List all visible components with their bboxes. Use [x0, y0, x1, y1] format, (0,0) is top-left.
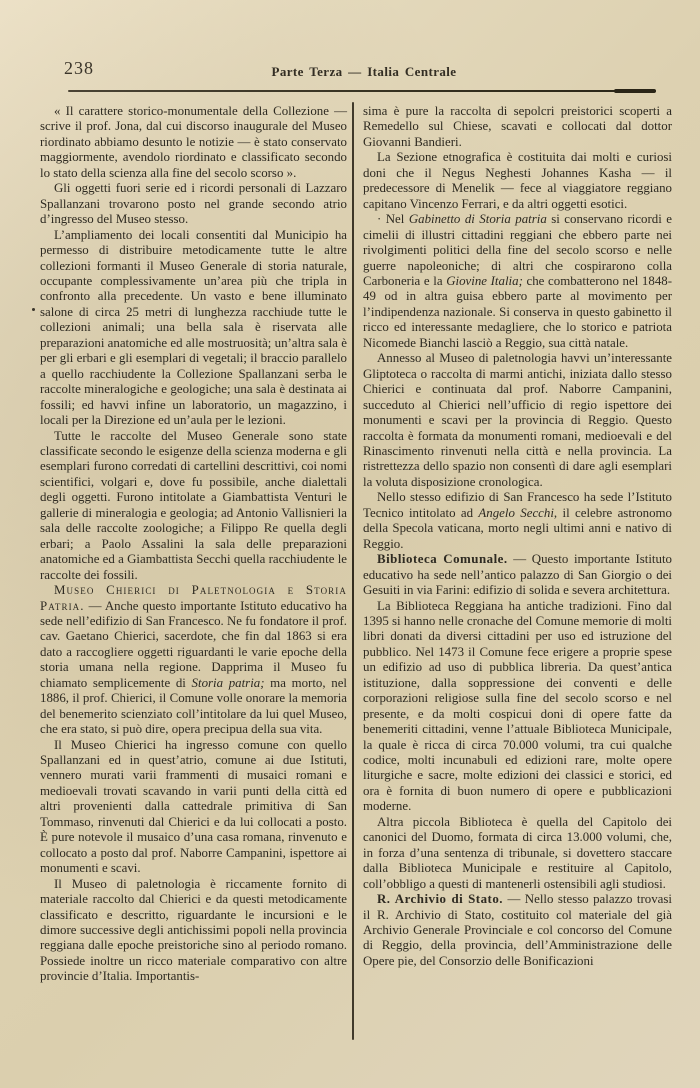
paragraph — [363, 552, 672, 598]
italic-phrase: Storia patria; — [191, 675, 265, 690]
text-segment: La Sezione etnografica è costituita dai molti e curiosi doni che il Negus Neghesti Johannes Kasha — il predecessore di Menelik — fece al viaggiatore reggiano capitano Vincenzo Ferrari, e da altri oggetti esotici. — [363, 150, 672, 211]
text-segment: Annesso al Museo di paletnologia havvi un’interessante Gliptoteca o raccolta di marmi antichi, iniziata dallo stesso Chierici e continuata dal prof. Naborre Campanini, succeduto al Chierici nell’ufficio di regio ispettore dei monumenti e scavi per la provincia di Reggio. Questo raccolta è formata da monumenti romani, medioevali e del Rinascimento rinvenuti nella città e nella provincia. La ristrettezza dello spazio non consentì di dare agli esemplari la voluta disposizione cronologica. — [363, 351, 672, 489]
text-segment: — Anche questo importante Istituto educativo ha sede nell’edifizio di San Francesco. Ne fu fondatore il prof. cav. Gaetano Chierici, sacerdote, che fin dal 1863 si era dato a raccogliere oggetti riguardanti le varie epoche della storia umana nella regione. Dapprima il Museo fu chiamato semplicemente di — [40, 598, 347, 690]
text-segment: « Il carattere storico-monumentale della Collezione — scrive il prof. Jona, dal cui discorso inaugurale del Museo riordinato abbiamo desunto le notizie — è stato conservato maggiormente, avendolo riordinato e classificato secondo lo stato della scienza alla fine del secolo scorso ». — [40, 104, 347, 180]
paragraph — [40, 181, 347, 227]
text-segment: La Biblioteca Reggiana ha antiche tradizioni. Fino dal 1395 si hanno nelle cronache del Comune memorie di molti libri donati da diversi cittadini per uso ed istruzione del pubblico. Nel 1473 il Comune fece erigere a proprie spese un edifizio ad uso di pubblica libreria. Da quest’antica istituzione, dalla soppressione dei conventi e delle corporazioni religiose sulla fine del secolo scorso e nel presente, e da molti cospicui doni di opere fatte da benemeriti cittadini, venne l’attuale Biblioteca Municipale, la quale è ricca di circa 70.000 volumi, tra cui qualche codice, molti incunabuli ed edizioni rare, molte opere liturgiche e sacre, molte edizioni dei classici e storici, ed ora è fornita di buon numero di opere e pubblicazioni moderne. — [363, 598, 672, 814]
ink-speck — [32, 308, 35, 311]
column-divider-rule — [352, 102, 354, 1040]
text-segment: sima è pure la raccolta di sepolcri preistorici scoperti a Remedello sul Chiese, scavati e collocati dal dottor Giovanni Bandieri. — [363, 104, 672, 149]
paragraph — [40, 877, 347, 985]
text-segment: , il celebre astronomo della Specola vaticana, morto negli ultimi anni e nativo di Reggio. — [363, 505, 673, 551]
paragraph — [40, 583, 347, 738]
header-rule — [68, 90, 656, 92]
text-segment: — Questo importante Istituto educativo ha sede nell’antico palazzo di San Giorgio o dei Gesuiti in via Farini: edifizio di solida e severa architettura. — [363, 552, 672, 598]
running-title: Parte Terza — Italia Centrale — [271, 64, 457, 79]
text-segment: Nello stesso edifizio di San Francesco ha sede l’Istituto Tecnico intitolato ad — [363, 490, 672, 520]
text-column-right — [363, 104, 672, 969]
paragraph — [363, 490, 672, 552]
text-segment: Tutte le raccolte del Museo Generale sono state classificate secondo le esigenze della scienza moderna e gli esemplari furono corredati di cartellini descrittivi, coi nomi scientifici, volgari e, dove fu possibile, anche dialettali degli oggetti. Furono intitolate a Giambattista Venturi le gallerie di mineralogia e geologia; ad Antonio Vallisnieri la sala delle raccolte zoologiche; a Filippo Re quella degli erbari; a Paolo Assalini la sala delle preparazioni anatomiche ed a Giambattista Secchi quella racchiudente le raccolte dei fossili. — [40, 428, 347, 582]
bold-lead: R. Archivio di Stato. — [377, 892, 504, 907]
header-rule-ink-blob — [614, 89, 656, 93]
page-number: 238 — [64, 58, 94, 78]
paragraph — [363, 892, 672, 969]
paragraph — [40, 104, 347, 181]
bold-lead: Biblioteca Comunale. — [377, 552, 508, 567]
text-segment: Il Museo di paletnologia è riccamente fornito di materiale raccolto dal Chierici e da questi metodicamente classificato e descritto, riguardante le incursioni e le dimore successive degli antichissimi popoli nella provincia reggiana dalle epoche preistoriche sino al periodo romano. Possiede inoltre un ricco materiale comparativo con altre provincie d’Italia. Importantis- — [40, 876, 347, 984]
text-segment: si conservano ricordi e cimelii di illustri cittadini reggiani che ebbero parte nei rivolgimenti politici della fine del secolo scorso e nelle guerre napoleoniche; di altri che cospirarono colla Carboneria e la — [363, 212, 672, 288]
text-segment: — Nello stesso palazzo trovasi il R. Archivio di Stato, costituito col materiale del già Archivio Generale Provinciale e col concorso del Comune di Reggio, della provincia, dell’Amministrazione delle Opere pie, del Consorzio delle Bonificazioni — [363, 892, 672, 968]
section-heading: Museo Chierici di Paletnologia e Storia Patria. — [40, 583, 347, 613]
paragraph — [40, 228, 347, 429]
paragraph — [363, 150, 672, 212]
text-segment: Gli oggetti fuori serie ed i ricordi personali di Lazzaro Spallanzani trovarono posto nel grande secondo atrio d’ingresso del Museo stesso. — [40, 181, 347, 227]
italic-phrase: Giovine Italia; — [446, 273, 523, 288]
paragraph — [363, 351, 672, 490]
paragraph — [40, 429, 347, 584]
italic-phrase: Gabinetto di Storia patria — [408, 212, 547, 227]
paragraph — [40, 738, 347, 877]
text-segment: Altra piccola Biblioteca è quella del Capitolo dei canonici del Duomo, formata di circa 13.000 volumi, che, in forza d’una sentenza di tribunale, si dovettero staccare dalla Biblioteca Municipale e restituire al Capitolo, coll’obbligo a questi di mantenerli ostensibili agli studiosi. — [363, 814, 672, 891]
italic-phrase: Angelo Secchi — [478, 505, 554, 520]
text-segment: che combatterono nel 1848-49 od in altra guisa ebbero parte al movimento per l’indipendenza nazionale. Si conserva in questo gabinetto il ricco ed interessante medagliere, che lo storico e patriota Nicomede Bianchi lasciò a Reggio, sua città natale. — [363, 273, 672, 350]
paragraph — [363, 815, 672, 892]
paragraph — [363, 599, 672, 815]
text-segment: ma morto, nel 1886, il prof. Chierici, il Comune volle onorare la memoria del benemerito scienziato coll’intitolare da lui quel Museo, che era stato, si può dire, opera precipua della sua vita. — [40, 675, 347, 737]
paragraph — [363, 104, 672, 150]
text-column-left — [40, 104, 347, 985]
text-segment: L’ampliamento dei locali consentiti dal Municipio ha permesso di distribuire metodicamente tutte le altre collezioni formanti il Museo Generale di storia naturale, occupante complessivamente un’area più che tripla in confronto alla precedente. Un vasto e bene illuminato salone di circa 25 metri di lunghezza racchiude tutte le collezioni animali; una bella sala è riservata alle preparazioni anatomiche ed alle mostruosità; un’altra sala è per gli erbari e gli esemplari di vegetali; il braccio parallelo a quello racchiudente la Collezione Spallanzani serba le raccolte mineralogiche e geologiche; una sala è destinata ai fossili; ed havvi infine un laboratorio, un magazzino, i locali per la Direzione ed un’aula per le lezioni. — [40, 227, 347, 428]
paragraph — [363, 212, 672, 351]
text-segment: Il Museo Chierici ha ingresso comune con quello Spallanzani ed in quest’atrio, comune ai due Istituti, vennero murati varii frammenti di musaici romani e medioevali trovati scavando in varii punti della città ed altri provenienti dalla cattedrale primitiva di San Tommaso, rinvenuti dal Chierici e da lui collocati a posto. È pure notevole il musaico d’una casa romana, rinvenuto e collocato a posto dal prof. Naborre Campanini, ispettore ai monumenti e scavi. — [40, 737, 347, 876]
text-segment: · Nel — [377, 212, 409, 227]
